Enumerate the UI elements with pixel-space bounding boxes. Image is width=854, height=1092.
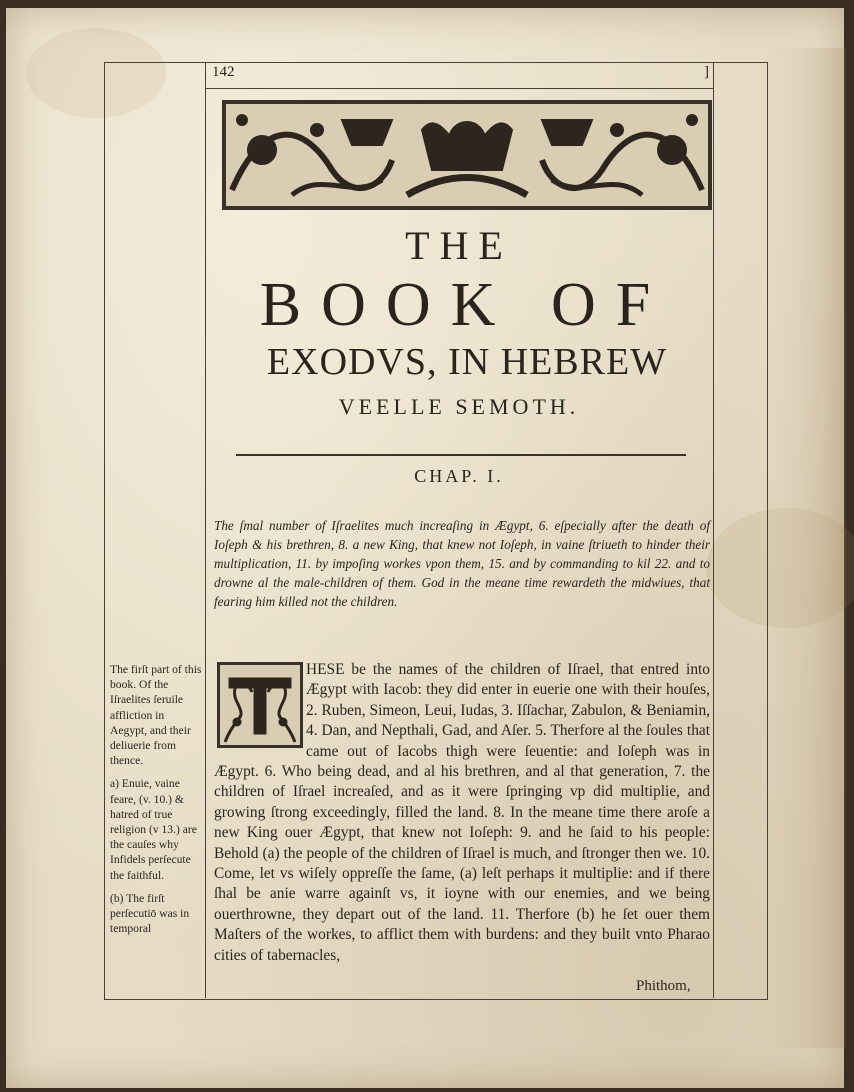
chapter-summary-text: The ſmal number of Iſraelites much increaſing in Ægypt, 6. eſpecially after the death of Ioſeph & his brethren, 8. a new King, that knew not Ioſeph, in vaine ſtriueth to hinder their multiplication, 11. by impoſing workes vpon them, 15. and by commanding to kil 22. and to drowne al the male-children of them. God in the meane time rewardeth the midwiues, that fearing him killed not the children. [214, 518, 710, 609]
title-divider [236, 454, 686, 456]
catchword: Phithom, [636, 978, 691, 994]
margin-notes [110, 662, 202, 944]
header-rule [205, 88, 713, 89]
paper-edge-shade [766, 48, 846, 1048]
chapter-summary [214, 516, 710, 611]
margin-rule-left [205, 62, 206, 998]
title-line-book-of: BOOK OF [259, 271, 671, 339]
chapter-heading: CHAP. I. [414, 466, 504, 486]
title-line-veelle-semoth: VEELLE SEMOTH. [338, 394, 580, 419]
margin-note: The firſt part of this book. Of the Iſraelites ſeruile affliction in Aegypt, and their deliuerie from thence. [110, 663, 202, 768]
margin-note: (b) The firſt perſecutiō was in temporal [110, 891, 190, 936]
title-line-exodus: EXODVS, IN HEBREW [266, 341, 668, 383]
woodcut-headpiece-icon [222, 100, 712, 210]
main-text-paragraph: HESE be the names of the children of Iſrael, that entred into Ægypt with Iacob: they did enter in euerie one with their houſes, 2. Ruben, Simeon, Leui, Iudas, 3. Iſſachar, Zabulon, & Beniamin, 4. Dan, and Nepthali, Gad, and Aſer. 5. Therfore al the ſoules that came out of Iacobs thigh were ſeuentie: and Ioſeph was in Ægypt. 6. Who being dead, and al his brethren, and al that generation, 7. the children of Iſrael increaſed, and as it were ſpringing vp did multiplie, and growing ſtrong exceedingly, filled the land. 8. In the meane time there aroſe a new King ouer Ægypt, that knew not Ioſeph: 9. and he ſaid to his people: Behold (a) the people of the children of Iſrael is much, and ſtronger then we. 10. Come, let vs wiſely oppreſſe the ſame, (a) leſt perhaps it multiplie: and if there ſhal be anie warre againſt vs, it ioyne with our enemies, and we being ouerthrowne, they depart out of the land. 11. Therfore (b) he ſet ouer them Maſters of the workes, to afflict them with burdens: and they built vnto Pharao cities of tabernacles, [214, 661, 710, 964]
margin-note: a) Enuie, vaine feare, (v. 10.) & hatred of true religion (v 13.) are the cauſes why Infidels perſecute the faithful. [110, 777, 197, 882]
corner-mark: ] [704, 64, 709, 80]
margin-rule-right [713, 62, 714, 998]
title-line-the: THE [405, 223, 513, 268]
page-number: 142 [212, 64, 235, 80]
decorated-initial-t-icon [217, 662, 303, 748]
